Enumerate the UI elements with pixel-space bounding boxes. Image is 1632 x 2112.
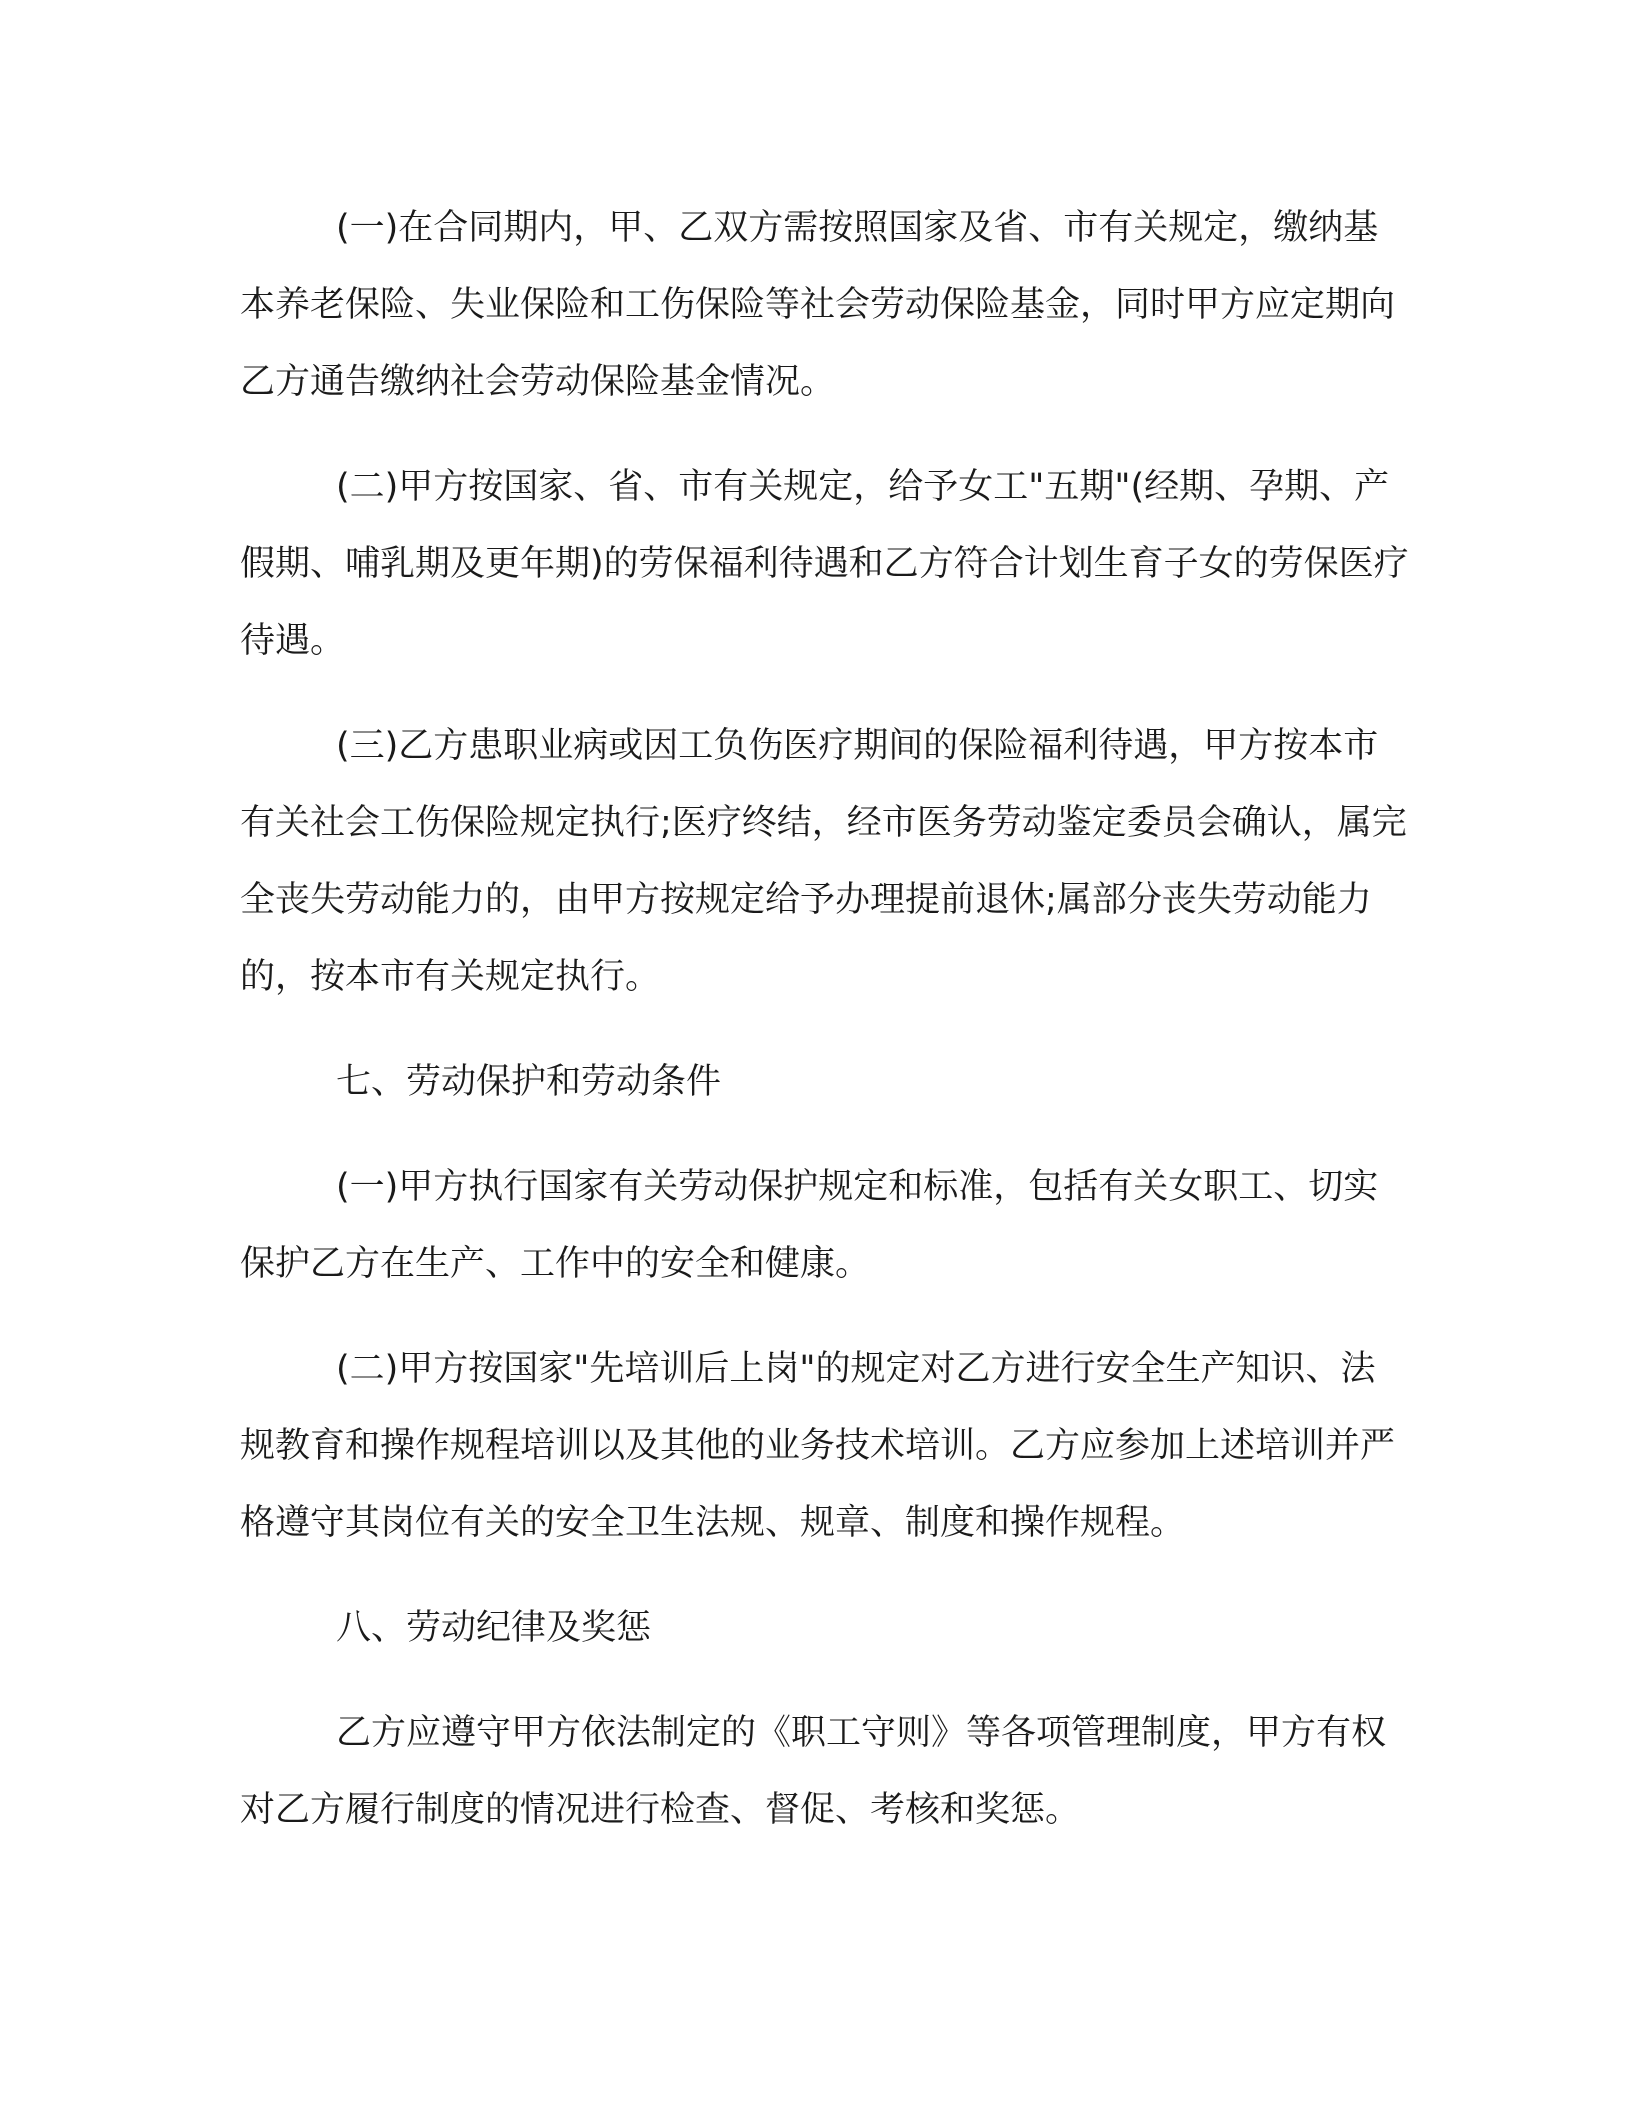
paragraph-labor-protection-standards: (一)甲方执行国家有关劳动保护规定和标准，包括有关女职工、切实保护乙方在生产、工作中的安全和健康。 (240, 1167, 1379, 1284)
paragraph-social-insurance: (一)在合同期内，甲、乙双方需按照国家及省、市有关规定，缴纳基本养老保险、失业保险和工伤保险等社会劳动保险基金，同时甲方应定期向乙方通告缴纳社会劳动保险基金情况。 (240, 208, 1396, 402)
paragraph-female-worker-benefits: (二)甲方按国家、省、市有关规定，给予女工"五期"(经期、孕期、产假期、哺乳期及更年期)的劳保福利待遇和乙方符合计划生育子女的劳保医疗待遇。 (240, 467, 1409, 661)
paragraph-occupational-injury: (三)乙方患职业病或因工负伤医疗期间的保险福利待遇，甲方按本市有关社会工伤保险规定执行;医疗终结，经市医务劳动鉴定委员会确认，属完全丧失劳动能力的，由甲方按规定给予办理提前退休;属部分丧失劳动能力的，按本市有关规定执行。 (240, 726, 1407, 997)
section-heading-discipline: 八、劳动纪律及奖惩 (336, 1608, 652, 1648)
section-heading-labor-protection: 七、劳动保护和劳动条件 (336, 1062, 722, 1102)
paragraph-workplace-rules: 乙方应遵守甲方依法制定的《职工守则》等各项管理制度，甲方有权对乙方履行制度的情况进行检查、督促、考核和奖惩。 (240, 1713, 1387, 1830)
document-body (240, 190, 1410, 1877)
paragraph-safety-training: (二)甲方按国家"先培训后上岗"的规定对乙方进行安全生产知识、法规教育和操作规程培训以及其他的业务技术培训。乙方应参加上述培训并严格遵守其岗位有关的安全卫生法规、规章、制度和操作规程。 (240, 1349, 1396, 1543)
